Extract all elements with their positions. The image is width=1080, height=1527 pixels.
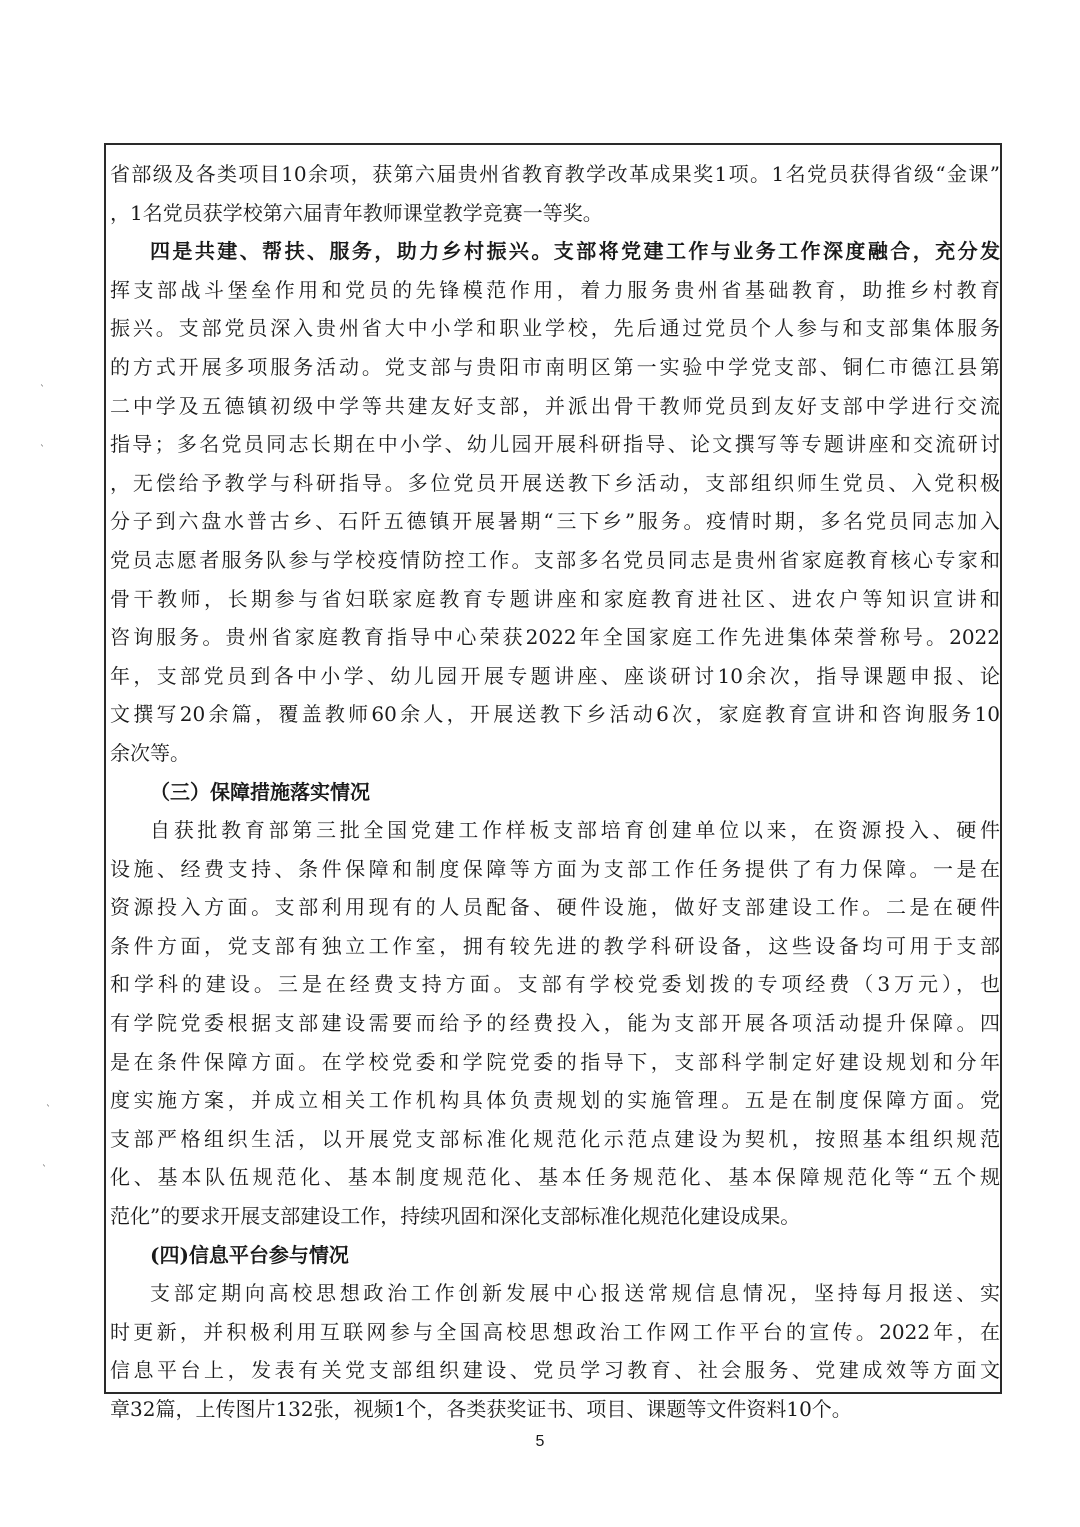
text-line: 资源投入方面。支部利用现有的人员配备、硬件设施，做好支部建设工作。二是在硬件 — [110, 895, 1000, 920]
report-body — [106, 155, 1000, 1429]
text-line: 文撰写20余篇，覆盖教师60余人，开展送教下乡活动6次，家庭教育宣讲和咨询服务10 — [110, 702, 1000, 727]
text-line: 分子到六盘水普古乡、石阡五德镇开展暑期“三下乡”服务。疫情时期，多名党员同志加入 — [110, 509, 1000, 534]
text-line: 年，支部党员到各中小学、幼儿园开展专题讲座、座谈研讨10余次，指导课题申报、论 — [110, 663, 1000, 688]
text-line: 咨询服务。贵州省家庭教育指导中心荣获2022年全国家庭工作先进集体荣誉称号。2022 — [110, 625, 1000, 650]
page-number: 5 — [535, 1433, 545, 1450]
text-line: 时更新，并积极利用互联网参与全国高校思想政治工作网工作平台的宣传。2022年，在 — [110, 1319, 1000, 1344]
text-line: 设施、经费支持、条件保障和制度保障等方面为支部工作任务提供了有力保障。一是在 — [110, 856, 1000, 881]
text-line: 自获批教育部第三批全国党建工作样板支部培育创建单位以来，在资源投入、硬件 — [150, 818, 1000, 843]
text-line: 范化”的要求开展支部建设工作，持续巩固和深化支部标准化规范化建设成果。 — [110, 1204, 801, 1229]
text-line: 振兴。支部党员深入贵州省大中小学和职业学校，先后通过党员个人参与和支部集体服务 — [110, 316, 1000, 341]
text-line: 省部级及各类项目10余项，获第六届贵州省教育教学改革成果奖1项。1名党员获得省级“金课” — [110, 162, 1000, 186]
scan-mark: ˋ — [46, 1105, 51, 1116]
text-line: 骨干教师，长期参与省妇联家庭教育专题讲座和家庭教育进社区、进农户等知识宣讲和 — [110, 586, 1000, 611]
section-heading-3: （三）保障措施落实情况 — [150, 779, 370, 804]
text-line: 余次等。 — [110, 740, 190, 765]
text-line: 是在条件保障方面。在学校党委和学院党委的指导下，支部科学制定好建设规划和分年 — [110, 1049, 1000, 1074]
scan-mark: ˋ — [40, 445, 45, 456]
text-line: 化、基本队伍规范化、基本制度规范化、基本任务规范化、基本保障规范化等“五个规 — [110, 1165, 1000, 1190]
text-line: 党员志愿者服务队参与学校疫情防控工作。支部多名党员同志是贵州省家庭教育核心专家和 — [110, 547, 1000, 572]
text-line: ，1名党员获学校第六届青年教师课堂教学竞赛一等奖。 — [110, 200, 603, 225]
text-line: 支部严格组织生活，以开展党支部标准化规范化示范点建设为契机，按照基本组织规范 — [110, 1126, 1000, 1151]
text-line: 指导；多名党员同志长期在中小学、幼儿园开展科研指导、论文撰写等专题讲座和交流研讨 — [110, 432, 1000, 457]
text-line: 二中学及五德镇初级中学等共建友好支部，并派出骨干教师党员到友好支部中学进行交流 — [110, 393, 1000, 418]
report-frame — [104, 143, 1002, 1421]
text-line: 信息平台上，发表有关党支部组织建设、党员学习教育、社会服务、党建成效等方面文 — [110, 1358, 1000, 1383]
scan-mark: ˋ — [42, 1165, 47, 1176]
text-line: 挥支部战斗堡垒作用和党员的先锋模范作用，着力服务贵州省基础教育，助推乡村教育 — [110, 277, 1000, 302]
text-line: 有学院党委根据支部建设需要而给予的经费投入，能为支部开展各项活动提升保障。四 — [110, 1011, 1000, 1036]
text-line: 的方式开展多项服务活动。党支部与贵阳市南明区第一实验中学党支部、铜仁市德江县第 — [110, 354, 1000, 379]
text-line: 度实施方案，并成立相关工作机构具体负责规划的实施管理。五是在制度保障方面。党 — [110, 1088, 1000, 1113]
section-point-four: 四是共建、帮扶、服务，助力乡村振兴。支部将党建工作与业务工作深度融合，充分发 — [150, 239, 1000, 264]
scan-mark: ˋ — [40, 385, 45, 396]
section-heading-4: (四)信息平台参与情况 — [150, 1242, 349, 1267]
text-line: 支部定期向高校思想政治工作创新发展中心报送常规信息情况，坚持每月报送、实 — [150, 1281, 1000, 1306]
text-line: ，无偿给予教学与科研指导。多位党员开展送教下乡活动，支部组织师生党员、入党积极 — [110, 470, 1000, 495]
text-line: 章32篇，上传图片132张，视频1个，各类获奖证书、项目、课题等文件资料10个。 — [110, 1397, 852, 1421]
text-line: 和学科的建设。三是在经费支持方面。支部有学校党委划拨的专项经费（3万元），也 — [110, 972, 1000, 997]
text-line: 条件方面，党支部有独立工作室，拥有较先进的教学科研设备，这些设备均可用于支部 — [110, 933, 1000, 958]
